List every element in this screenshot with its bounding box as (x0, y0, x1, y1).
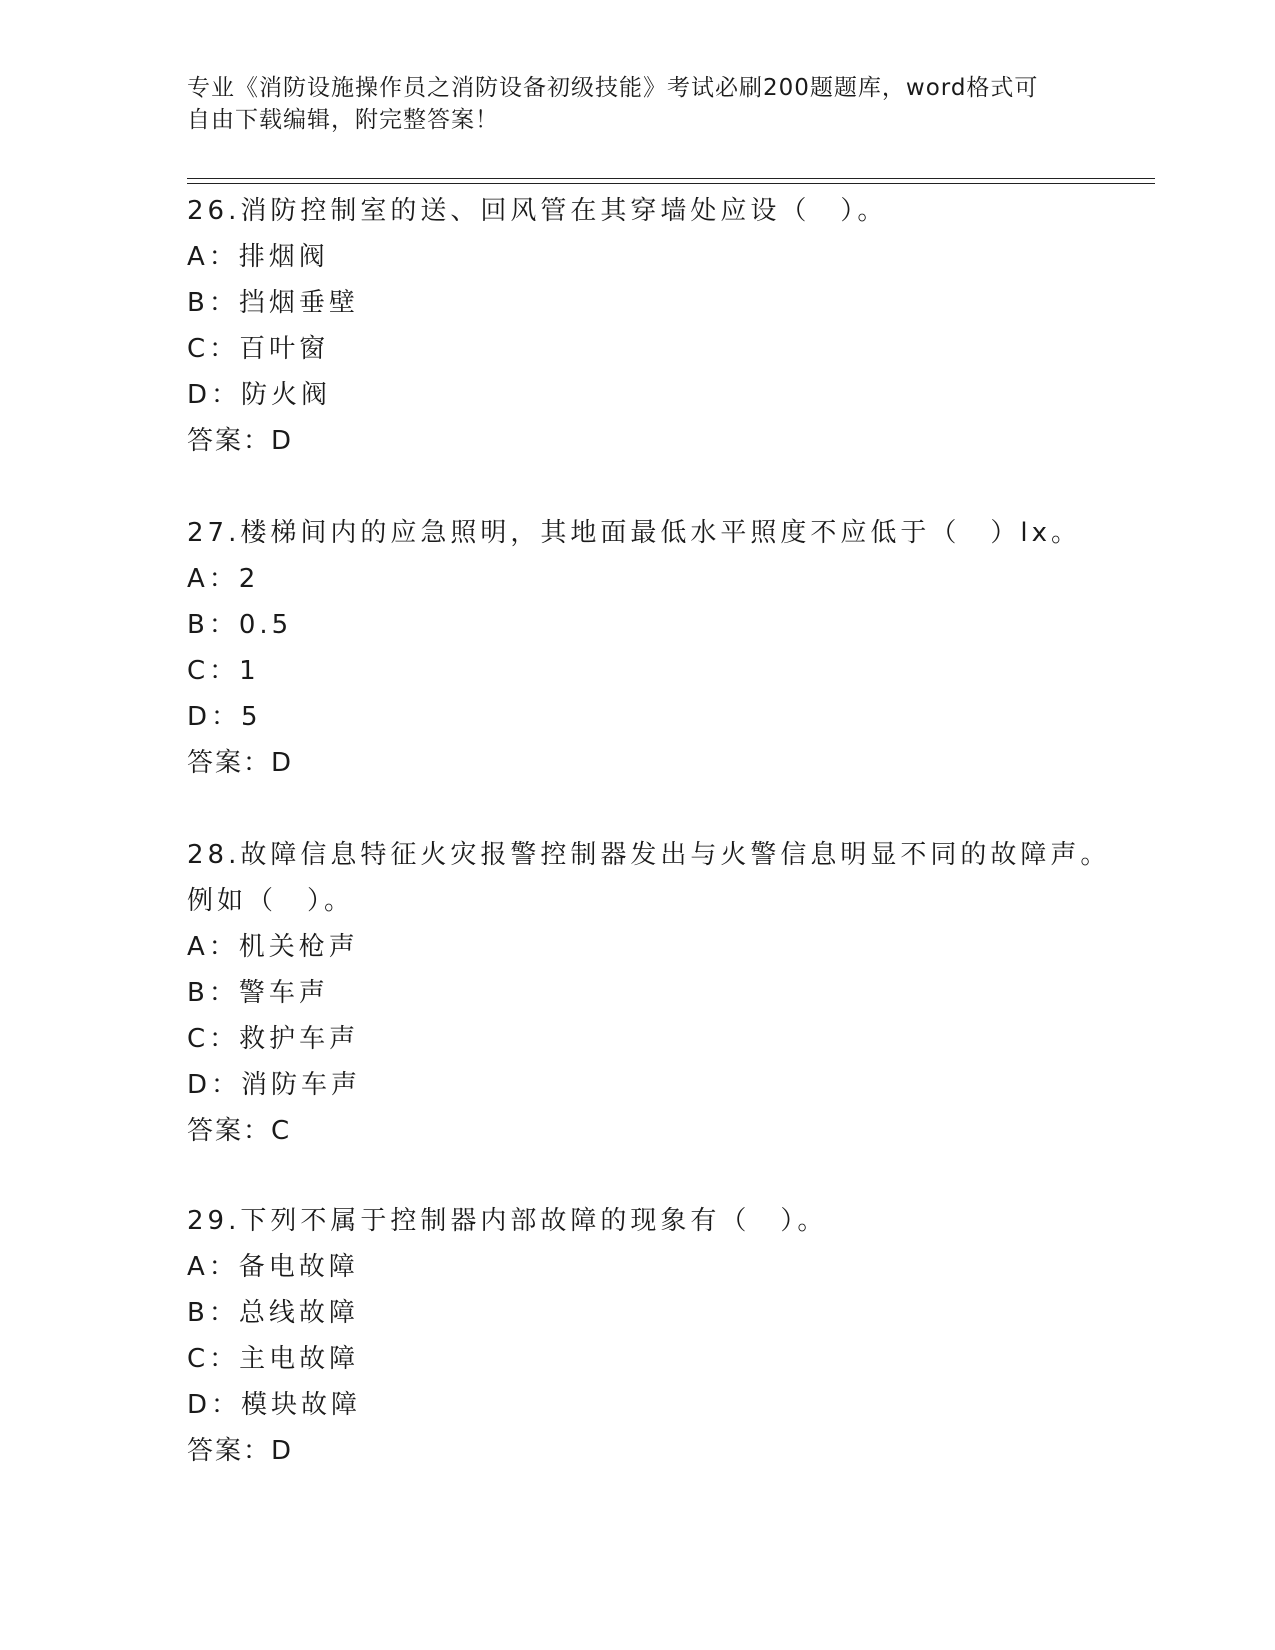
question-stem-continued: 例如（ ）。 (187, 886, 355, 916)
option-a: A：机关枪声 (187, 932, 359, 962)
option-d: D：防火阀 (187, 380, 332, 410)
question-26 (187, 188, 1155, 464)
document-header (187, 72, 1087, 136)
option-d: D：消防车声 (187, 1070, 362, 1100)
option-c: C：主电故障 (187, 1344, 360, 1374)
option-d: D：5 (187, 702, 262, 732)
option-c: C：百叶窗 (187, 334, 330, 364)
question-stem: 28.故障信息特征火灾报警控制器发出与火警信息明显不同的故障声。 (187, 840, 1111, 870)
option-b: B：0.5 (187, 610, 293, 640)
answer: 答案：C (187, 1116, 292, 1146)
option-b: B：警车声 (187, 978, 329, 1008)
question-28 (187, 832, 1155, 1154)
answer: 答案：D (187, 748, 294, 778)
option-b: B：总线故障 (187, 1298, 359, 1328)
option-a: A：排烟阀 (187, 242, 329, 272)
option-a: A：2 (187, 564, 260, 594)
header-line-2: 自由下载编辑，附完整答案！ (187, 107, 499, 133)
question-stem: 27.楼梯间内的应急照明，其地面最低水平照度不应低于（ ）lx。 (187, 518, 1081, 548)
question-27 (187, 510, 1155, 786)
answer: 答案：D (187, 1436, 294, 1466)
header-line-1: 专业《消防设施操作员之消防设备初级技能》考试必刷200题题库，word格式可 (187, 75, 1039, 101)
option-d: D：模块故障 (187, 1390, 362, 1420)
option-c: C：救护车声 (187, 1024, 360, 1054)
divider-line-bottom (187, 183, 1155, 184)
question-stem: 29.下列不属于控制器内部故障的现象有（ ）。 (187, 1206, 828, 1236)
question-29 (187, 1198, 1155, 1474)
option-b: B：挡烟垂壁 (187, 288, 359, 318)
option-a: A：备电故障 (187, 1252, 359, 1282)
option-c: C：1 (187, 656, 260, 686)
answer: 答案：D (187, 426, 294, 456)
divider-line-top (187, 178, 1155, 179)
question-stem: 26.消防控制室的送、回风管在其穿墙处应设（ ）。 (187, 196, 888, 226)
